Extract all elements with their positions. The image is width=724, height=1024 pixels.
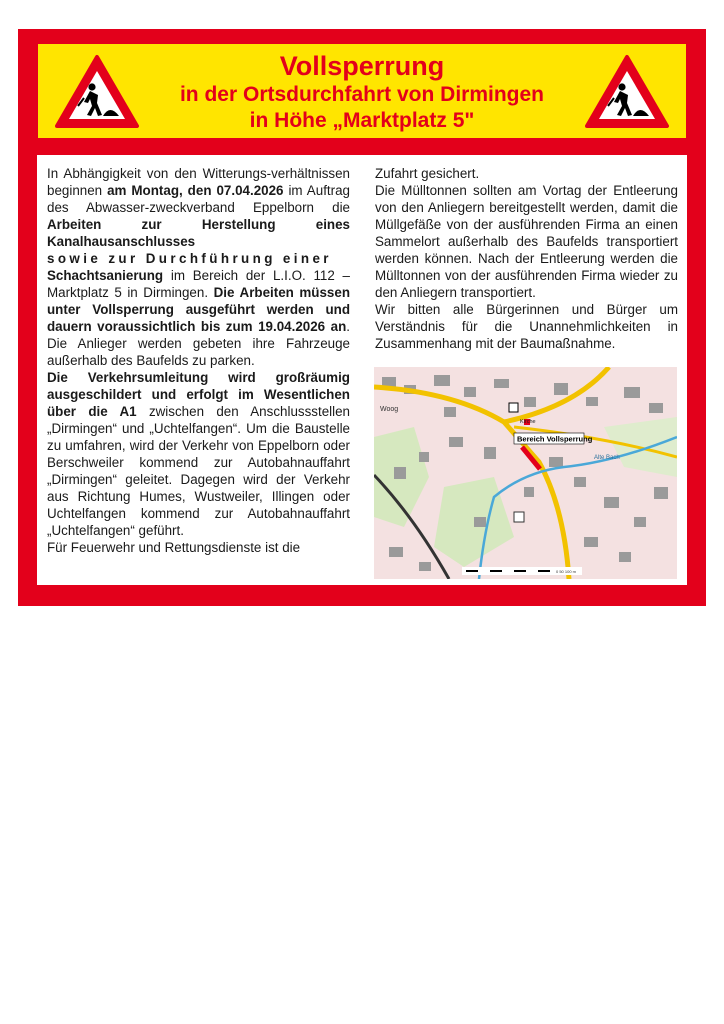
closure-period: Die Arbeiten müssen unter Vollsperrung ausgeführt werden und dauern voraussichtlich bis zum 19.04.2026 an [47,285,351,334]
page-title: Vollsperrung [279,51,445,81]
header-banner [38,44,686,138]
subtitle-line-2: in Höhe „Marktplatz 5" [249,109,475,132]
paragraph-waste-bins: Die Mülltonnen sollten am Vortag der Entleerung von den Anliegern bereitgestellt werden, damit die Müllgefäße von der ausführenden Firma an einen Sammelort außerhalb des Baufelds transportiert werden können. Nach der Entleerung werden die Mülltonnen von der ausführenden Firma wieder zu den Anliegern transportiert. [375,183,678,300]
detour-summary: Die Verkehrsumleitung wird großräumig ausgeschildert und erfolgt im Wesentlichen über die A1 [47,370,350,419]
paragraph-emergency-start: Für Feuerwehr und Rettungsdienste ist die [47,540,301,555]
paragraph-schedule [47,165,350,369]
subtitle-line-1: in der Ortsdurchfahrt von Dirmingen [179,83,545,106]
roadworks-warning-sign-icon [54,54,140,130]
work-description: sowie zur Durchführung einer [47,251,332,266]
paragraph-emergency-end: Zufahrt gesichert. [375,166,480,181]
text-run: In Abhängigkeit von den Witterungs-verhältnissen beginnen [47,166,350,198]
roadworks-warning-sign-icon [584,54,670,130]
closure-label: Bereich Vollsperrung [517,434,593,444]
text-column-right [375,165,678,352]
work-description: Schachtsanierung [47,268,164,283]
scale-label: 0 50 100 m [556,569,577,574]
map-label-woog: Woog [380,406,399,413]
map-graphic [374,367,677,579]
title-block [148,50,576,134]
text-run: im Bereich der L.I.O. 112 – Marktplatz 5 in Dirmingen. [47,268,350,300]
text-column-left [47,165,350,556]
red-frame [18,29,706,606]
map-label-kirche: Kirche [520,419,536,425]
paragraph-detour [47,369,350,539]
closure-area-map [374,367,677,579]
work-description: Arbeiten zur Herstellung eines Kanalhausanschlusses [47,217,350,249]
text-run: im Auftrag des Abwasser-zweckverband Eppelborn die [47,183,350,215]
paragraph-apology: Wir bitten alle Bürgerinnen und Bürger um Verständnis für die Unannehmlichkeiten in Zusammenhang mit der Baumaßnahme. [375,302,678,351]
text-run: zwischen den Anschlussstellen „Dirmingen“ und „Uchtelfangen“. Um die Baustelle zu umfahren, wird der Verkehr von Eppelborn oder Berschweiler kommend zur Autobahnauffahrt „Dirmingen“ geleitet. Dagegen wird der Verkehr aus Richtung Humes, Wustweiler, Illingen oder Uchtelfangen kommend zur Autobahnauffahrt „Uchtelfangen“ geführt. [47,404,350,538]
church-marker [509,403,518,412]
notice-content [37,155,687,585]
parking-marker [514,512,524,522]
start-date: am Montag, den 07.04.2026 [107,183,284,198]
text-run: . Die Anlieger werden gebeten ihre Fahrzeuge außerhalb des Baufelds zu parken. [47,319,350,368]
map-label-alte-bach: Alte Bach [594,455,620,461]
